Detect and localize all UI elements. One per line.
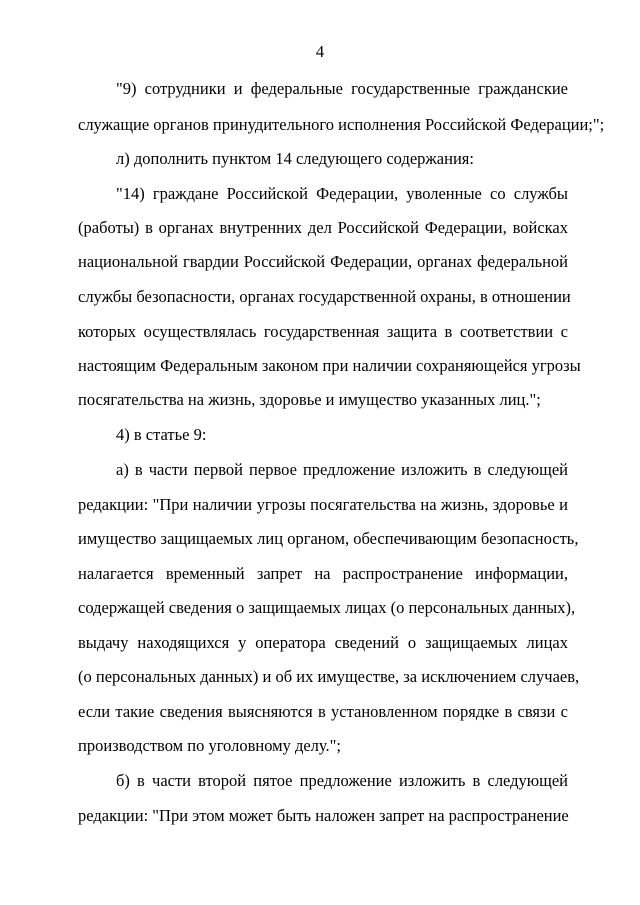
text-line: имущество защищаемых лиц органом, обеспечивающим безопасность, [78, 529, 579, 548]
text-line: выдачу находящихся у оператора сведений о защищаемых лицах [78, 633, 568, 652]
text-line: настоящим Федеральным законом при наличии сохраняющейся угрозы [78, 356, 581, 375]
page-number: 4 [315, 42, 325, 61]
text-line: б) в части второй пятое предложение изложить в следующей [116, 771, 568, 790]
text-line: посягательства на жизнь, здоровье и имущество указанных лиц."; [78, 390, 541, 409]
text-line: службы безопасности, органах государственной охраны, в отношении [78, 287, 571, 306]
text-line: (работы) в органах внутренних дел Российской Федерации, войсках [78, 218, 568, 237]
text-line: которых осуществлялась государственная защита в соответствии с [78, 322, 568, 341]
text-line: а) в части первой первое предложение изложить в следующей [116, 460, 568, 479]
text-line: "9) сотрудники и федеральные государственные гражданские [116, 79, 568, 98]
text-line: производством по уголовному делу."; [78, 736, 341, 755]
text-line: служащие органов принудительного исполнения Российской Федерации;"; [78, 115, 605, 134]
text-line: редакции: "При наличии угрозы посягательства на жизнь, здоровье и [78, 495, 568, 514]
text-line: "14) граждане Российской Федерации, уволенные со службы [116, 184, 568, 203]
text-line: редакции: "При этом может быть наложен запрет на распространение [78, 806, 569, 825]
text-line: налагается временный запрет на распространение информации, [78, 564, 568, 583]
text-line: национальной гвардии Российской Федерации, органах федеральной [78, 252, 568, 271]
text-line: (о персональных данных) и об их имуществе, за исключением случаев, [78, 667, 580, 686]
text-line: содержащей сведения о защищаемых лицах (о персональных данных), [78, 598, 576, 617]
text-line: 4) в статье 9: [116, 425, 207, 444]
text-line: если такие сведения выясняются в установленном порядке в связи с [78, 702, 568, 721]
text-line: л) дополнить пунктом 14 следующего содержания: [116, 149, 474, 168]
